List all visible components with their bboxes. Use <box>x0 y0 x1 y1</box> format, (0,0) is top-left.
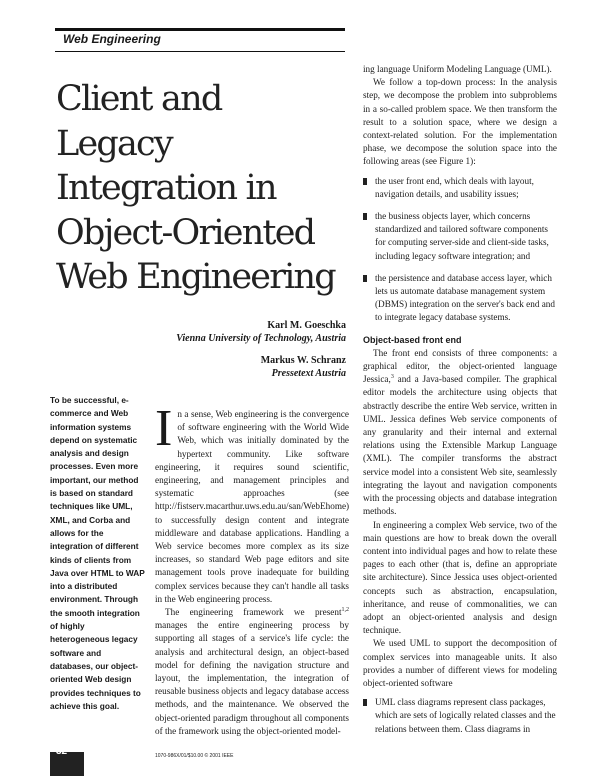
bullet-icon <box>363 213 367 220</box>
paragraph: In engineering a complex Web service, two of the main questions are how to break down the overall content into individual pages and how to relate these pages to each other (that is, define an appropriate site architecture). Since Jessica uses object-oriented concepts such as abstraction, encapsulation, inheritance, and reuse of commonalities, we can adopt an object-oriented analysis and design technique. <box>363 519 557 636</box>
author-block <box>176 320 346 345</box>
list-item-text: the business objects layer, which concerns standardized and tailored software components for computing server-side and client-side tasks, including legacy software integration; and <box>375 211 549 261</box>
article-title <box>56 77 356 300</box>
page-footer <box>50 746 550 776</box>
section-label: Web Engineering <box>63 32 161 46</box>
bullet-icon <box>363 275 367 282</box>
bullet-icon <box>363 178 367 185</box>
paragraph <box>363 347 557 519</box>
body-column-middle <box>155 400 350 738</box>
paragraph: We follow a top-down process: In the analysis step, we decompose the problem into subproblems in a so-called problem space. We then transform the result to a solution space, where we design a context-related solution. For the implementation phase, we decompose the solution space into the following areas (see Figure 1): <box>363 77 557 167</box>
page-number-tab <box>50 746 84 776</box>
paragraph <box>155 606 349 738</box>
bullet-icon <box>363 699 367 706</box>
list-item <box>363 210 557 263</box>
list-item-text: UML class diagrams represent class packages, which are sets of logically related classes and the relations between them. Class diagrams in <box>375 697 556 734</box>
author-name: Karl M. Goeschka <box>267 320 346 331</box>
paragraph: We used UML to support the decomposition of complex services into manageable units. It also provides a number of different views for modeling object-oriented software <box>363 638 557 688</box>
author-block <box>176 355 346 380</box>
body-column-right <box>363 63 557 745</box>
author-affiliation: Vienna University of Technology, Austria <box>176 332 346 344</box>
section-header <box>55 28 345 52</box>
copyright-notice: 1070-986X/01/$10.00 © 2001 IEEE <box>155 753 234 759</box>
list-item <box>363 175 557 201</box>
paragraph-text: manages the entire engineering process by supporting all stages of a service's life cycle: the analysis and architectural design, an object-based model for defining the navigation structure and layout, the implementation, the integration of reusable business objects and legacy database access methods, and the maintenance. We observed the object-oriented paradigm throughout all components of the framework using the object-oriented model- <box>155 620 349 736</box>
bullet-list <box>363 175 557 325</box>
list-item <box>363 696 557 736</box>
title-line: Web Engineering <box>56 257 335 297</box>
author-affiliation: Pressetext Austria <box>271 367 346 379</box>
author-list <box>176 320 346 380</box>
title-line: Client and <box>56 79 222 119</box>
abstract-sidebar: To be successful, e-commerce and Web information systems depend on systematic analysis and design processes. Even more important, our method is based on standard techniques like UML, XML, and Corba and allows for the integration of different kinds of clients from Java over HTML to WAP into a distributed environment. Through the smooth integration of highly heterogeneous legacy software and databases, our object-oriented Web design provides techniques to achieve this goal. <box>50 395 145 711</box>
intro-paragraph <box>155 400 350 606</box>
bullet-list <box>363 696 557 736</box>
citation-ref: 3 <box>390 374 394 381</box>
subsection-heading: Object-based front end <box>363 334 462 345</box>
title-line: Integration in <box>56 168 276 208</box>
paragraph-text: and a Java-based compiler. The graphical editor models the architecture using objects that abstractly describe the entire Web service, written in UML. Jessica defines Web service components of any granularity and their internal and external relations using the Extensible Markup Language (XML). The compiler transforms the abstract service model into a consistent Web site, seamlessly integrating the layout and navigation components with the processing objects and database integration methods. <box>363 374 557 517</box>
list-item <box>363 272 557 325</box>
author-name: Markus W. Schranz <box>260 355 346 366</box>
list-item-text: the user front end, which deals with layout, navigation details, and usability issues; <box>375 175 534 199</box>
paragraph-text: The engineering framework we present <box>165 607 342 618</box>
drop-cap: I <box>155 400 173 457</box>
title-line: Legacy <box>56 123 172 164</box>
list-item-text: the persistence and database access layer, which lets us automate database management system (DBMS) integration on the server's back end and to integrate legacy database systems. <box>375 272 555 323</box>
page-number: 32 <box>56 746 68 757</box>
citation-ref: 1,2 <box>341 606 349 613</box>
paragraph-text: The front end consists of three components: a graphical editor, the object-oriented language Jessica, <box>363 347 557 385</box>
paragraph: ing language Uniform Modeling Language (UML). <box>363 64 552 74</box>
title-line: Object-Oriented <box>56 212 315 253</box>
paragraph-text: n a sense, Web engineering is the convergence of software engineering with the World Wide Web, which was initially dominated by the hypertext community. Like software engineering, it requires sound scientific, engineering, and management principles and systematic approaches (see http://fistserv.macarthur.uws.edu.au/san/WebEhome) to successfully design content and integrate middleware and database applications. Handling a Web service becomes more complex as its size increases, so standard Web page editors and site management tools prove inadequate for building complex services because they can't handle all tasks in the Web engineering process. <box>155 409 350 604</box>
